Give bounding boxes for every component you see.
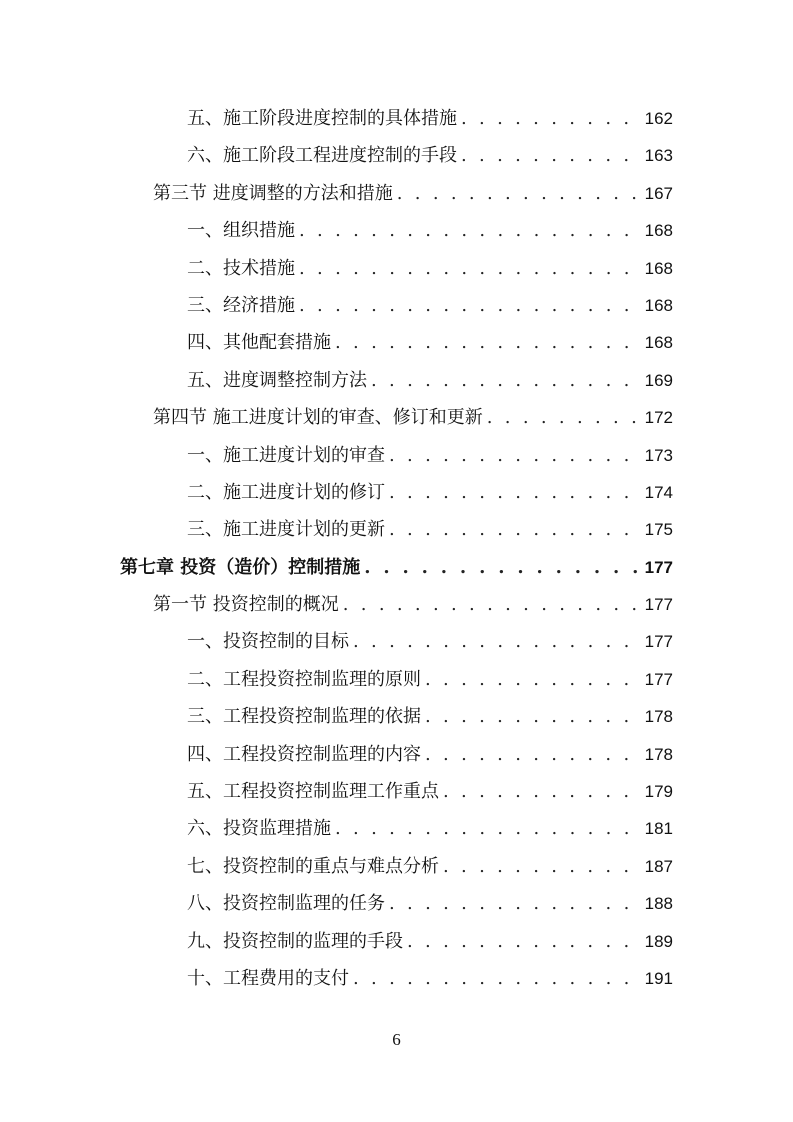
- toc-entry-page: 177: [644, 557, 673, 577]
- toc-entry-page: 168: [644, 333, 673, 353]
- toc-entry-label: 一、组织措施: [187, 220, 295, 242]
- toc-entry[interactable]: [187, 324, 673, 361]
- dot-leader: [364, 549, 640, 586]
- toc-entry-page: 189: [644, 931, 673, 951]
- toc-entry-page: 177: [644, 632, 673, 652]
- toc-entry-label: 六、施工阶段工程进度控制的手段: [187, 145, 457, 167]
- toc-section-entry[interactable]: [153, 586, 673, 623]
- toc-entry[interactable]: [187, 698, 673, 735]
- dot-leader: [343, 586, 641, 623]
- toc-entry[interactable]: [187, 661, 673, 698]
- toc-entry-page: 173: [644, 445, 673, 465]
- dot-leader: [461, 137, 641, 174]
- toc-entry-page: 177: [644, 669, 673, 689]
- dot-leader: [371, 362, 641, 399]
- dot-leader: [335, 810, 641, 847]
- toc-entry-page: 188: [644, 894, 673, 914]
- toc-entry-page: 168: [644, 295, 673, 315]
- toc-section-entry[interactable]: [153, 399, 673, 436]
- toc-entry[interactable]: [187, 287, 673, 324]
- toc-entry-label: 三、工程投资控制监理的依据: [187, 706, 421, 728]
- toc-entry[interactable]: [187, 623, 673, 660]
- dot-leader: [299, 212, 641, 249]
- page-number-footer: 6: [392, 1030, 401, 1049]
- toc-entry-page: 172: [644, 408, 673, 428]
- dot-leader: [299, 287, 641, 324]
- toc-entry-label: 十、工程费用的支付: [187, 967, 349, 989]
- toc-entry[interactable]: [187, 362, 673, 399]
- toc-entry[interactable]: [187, 923, 673, 960]
- dot-leader: [299, 250, 641, 287]
- dot-leader: [389, 437, 641, 474]
- toc-entry[interactable]: [187, 773, 673, 810]
- dot-leader: [443, 848, 641, 885]
- toc-entry-label: 三、施工进度计划的更新: [187, 519, 385, 541]
- dot-leader: [389, 474, 641, 511]
- toc-entry[interactable]: [187, 474, 673, 511]
- toc-entry[interactable]: [187, 810, 673, 847]
- toc-entry-label: 一、施工进度计划的审查: [187, 444, 385, 466]
- toc-entry-label: 八、投资控制监理的任务: [187, 893, 385, 915]
- toc-entry[interactable]: [187, 437, 673, 474]
- toc-entry[interactable]: [187, 100, 673, 137]
- toc-entry[interactable]: [187, 848, 673, 885]
- toc-entry-label: 四、其他配套措施: [187, 332, 331, 354]
- dot-leader: [353, 960, 641, 997]
- toc-entry[interactable]: [187, 511, 673, 548]
- toc-entry[interactable]: [187, 736, 673, 773]
- dot-leader: [389, 511, 641, 548]
- dot-leader: [353, 623, 641, 660]
- toc-entry-page: 162: [644, 109, 673, 128]
- dot-leader: [425, 661, 641, 698]
- toc-entry-label: 九、投资控制的监理的手段: [187, 930, 403, 952]
- toc-entry-page: 178: [644, 744, 673, 764]
- toc-entry-label: 三、经济措施: [187, 294, 295, 316]
- toc-entry-page: 178: [644, 707, 673, 727]
- table-of-contents: [0, 100, 793, 997]
- dot-leader: [461, 100, 641, 137]
- toc-entry-page: 168: [644, 221, 673, 241]
- toc-entry-page: 181: [644, 819, 673, 839]
- toc-entry-label: 二、施工进度计划的修订: [187, 481, 385, 503]
- toc-entry-label: 五、工程投资控制监理工作重点: [187, 781, 439, 803]
- toc-chapter-entry[interactable]: [120, 549, 673, 586]
- toc-entry-page: 169: [644, 370, 673, 390]
- toc-entry-page: 191: [644, 968, 673, 988]
- toc-entry-label: 一、投资控制的目标: [187, 631, 349, 653]
- dot-leader: [335, 324, 641, 361]
- dot-leader: [487, 399, 641, 436]
- dot-leader: [407, 923, 641, 960]
- toc-entry-label: 七、投资控制的重点与难点分析: [187, 855, 439, 877]
- toc-entry-label: 第一节 投资控制的概况: [153, 594, 339, 616]
- toc-entry[interactable]: [187, 885, 673, 922]
- toc-entry-label: 第三节 进度调整的方法和措施: [153, 182, 393, 204]
- dot-leader: [389, 885, 641, 922]
- toc-entry-page: 179: [644, 782, 673, 802]
- toc-entry[interactable]: [187, 250, 673, 287]
- toc-entry-page: 174: [644, 482, 673, 502]
- toc-entry-label: 四、工程投资控制监理的内容: [187, 743, 421, 765]
- toc-entry-label: 五、进度调整控制方法: [187, 369, 367, 391]
- toc-entry-label: 二、技术措施: [187, 257, 295, 279]
- toc-entry-page: 168: [644, 258, 673, 278]
- toc-entry[interactable]: [187, 212, 673, 249]
- dot-leader: [443, 773, 641, 810]
- toc-entry-page: 167: [644, 183, 673, 203]
- toc-entry-label: 第四节 施工进度计划的审查、修订和更新: [153, 407, 483, 429]
- toc-section-entry[interactable]: [153, 175, 673, 212]
- toc-entry-label: 五、施工阶段进度控制的具体措施: [187, 108, 457, 129]
- dot-leader: [397, 175, 641, 212]
- toc-entry[interactable]: [187, 960, 673, 997]
- toc-entry-page: 175: [644, 520, 673, 540]
- dot-leader: [425, 698, 641, 735]
- toc-entry-label: 二、工程投资控制监理的原则: [187, 668, 421, 690]
- toc-entry-page: 187: [644, 856, 673, 876]
- toc-entry[interactable]: [187, 137, 673, 174]
- dot-leader: [425, 736, 641, 773]
- toc-entry-label: 第七章 投资（造价）控制措施: [120, 556, 361, 578]
- toc-entry-page: 177: [644, 595, 673, 615]
- toc-entry-page: 163: [644, 146, 673, 166]
- toc-entry-label: 六、投资监理措施: [187, 818, 331, 840]
